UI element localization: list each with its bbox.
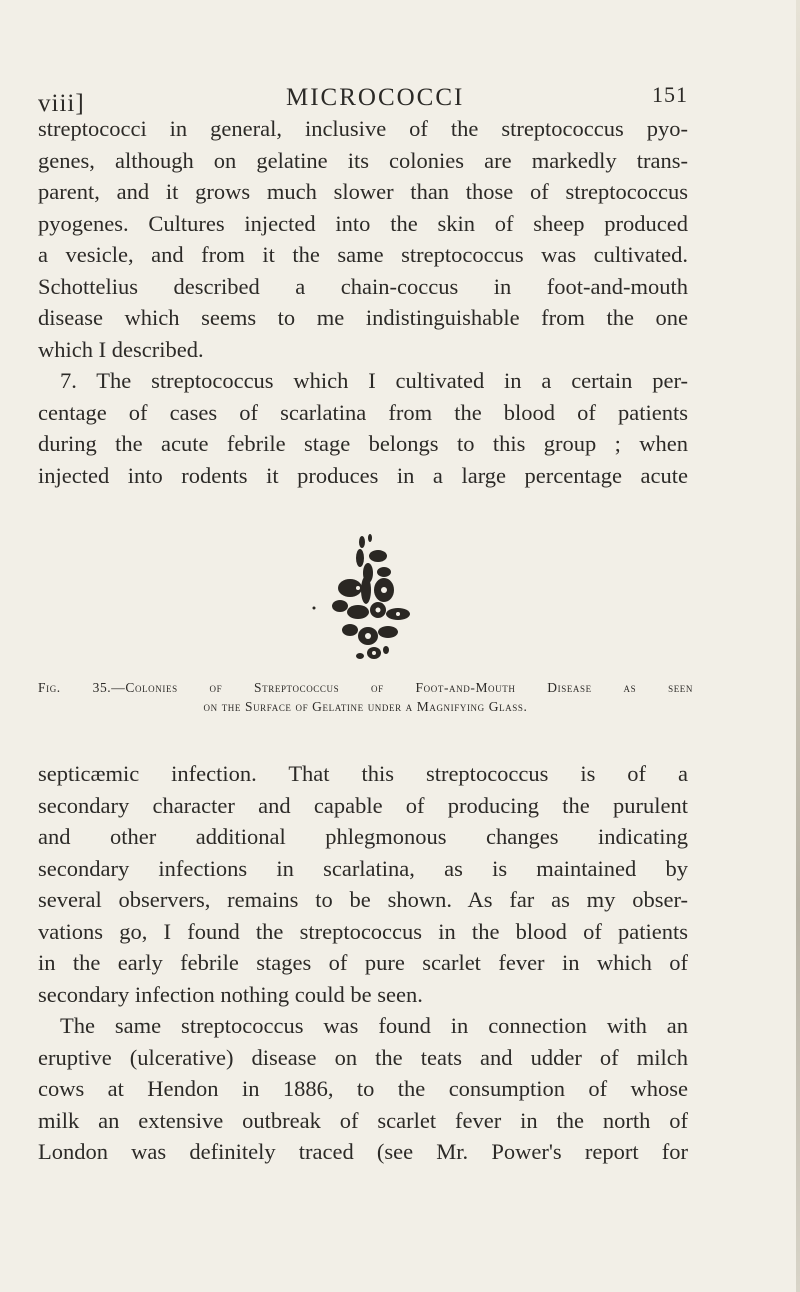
text-line: and other additional phlegmonous changes indicating bbox=[38, 824, 688, 849]
text-line: vations go, I found the streptococcus in the blood of patients bbox=[38, 918, 688, 944]
text-block-top bbox=[38, 113, 688, 491]
text-line: which I described. bbox=[38, 336, 204, 362]
text-line: injected into rodents it produces in a large percentage acute bbox=[38, 462, 688, 488]
text-line: London was definitely traced (see Mr. Power's report for bbox=[38, 1139, 688, 1164]
text-line: disease which seems to me indistinguishable from the one bbox=[38, 305, 688, 330]
page-number: 151 bbox=[652, 82, 688, 107]
text-block-bottom bbox=[38, 758, 688, 1168]
text-line: streptococci in general, inclusive of the streptococcus pyo- bbox=[38, 116, 688, 141]
text-line: septicæmic infection. That this streptococcus is of a bbox=[38, 761, 688, 786]
text-line: cows at Hendon in 1886, to the consumption of whose bbox=[38, 1076, 688, 1101]
text-line: during the acute febrile stage belongs to this group ; when bbox=[38, 431, 688, 456]
text-line: 7. The streptococcus which I cultivated in a certain per- bbox=[60, 368, 688, 393]
text-line: several observers, remains to be shown. As far as my obser- bbox=[38, 887, 688, 912]
text-line: eruptive (ulcerative) disease on the teats and udder of milch bbox=[38, 1044, 688, 1070]
text-line: secondary infection nothing could be seen. bbox=[38, 981, 423, 1007]
text-line: milk an extensive outbreak of scarlet fever in the north of bbox=[38, 1107, 688, 1133]
text-line: parent, and it grows much slower than those of streptococcus bbox=[38, 179, 688, 204]
chapter-number: viii] bbox=[38, 90, 85, 117]
text-line: secondary infections in scarlatina, as is maintained by bbox=[38, 855, 688, 881]
caption-line-1: Fig. 35.—Colonies of Streptococcus of Foot-and-Mouth Disease as seen bbox=[38, 680, 693, 695]
text-line: Schottelius described a chain-coccus in foot-and-mouth bbox=[38, 273, 688, 299]
figure-35-colonies-illustration bbox=[300, 528, 440, 673]
page-edge-shadow bbox=[796, 0, 800, 1292]
text-line: The same streptococcus was found in connection with an bbox=[60, 1013, 688, 1038]
text-line: secondary character and capable of producing the purulent bbox=[38, 792, 688, 818]
text-line: centage of cases of scarlatina from the blood of patients bbox=[38, 399, 688, 425]
figure-caption bbox=[38, 678, 693, 716]
text-line: a vesicle, and from it the same streptococcus was cultivated. bbox=[38, 242, 688, 267]
caption-line-2: on the Surface of Gelatine under a Magnifying Glass. bbox=[203, 699, 528, 714]
running-title: MICROCOCCI bbox=[286, 84, 465, 111]
text-line: genes, although on gelatine its colonies are markedly trans- bbox=[38, 147, 688, 173]
text-line: in the early febrile stages of pure scarlet fever in which of bbox=[38, 950, 688, 975]
text-line: pyogenes. Cultures injected into the skin of sheep produced bbox=[38, 210, 688, 236]
